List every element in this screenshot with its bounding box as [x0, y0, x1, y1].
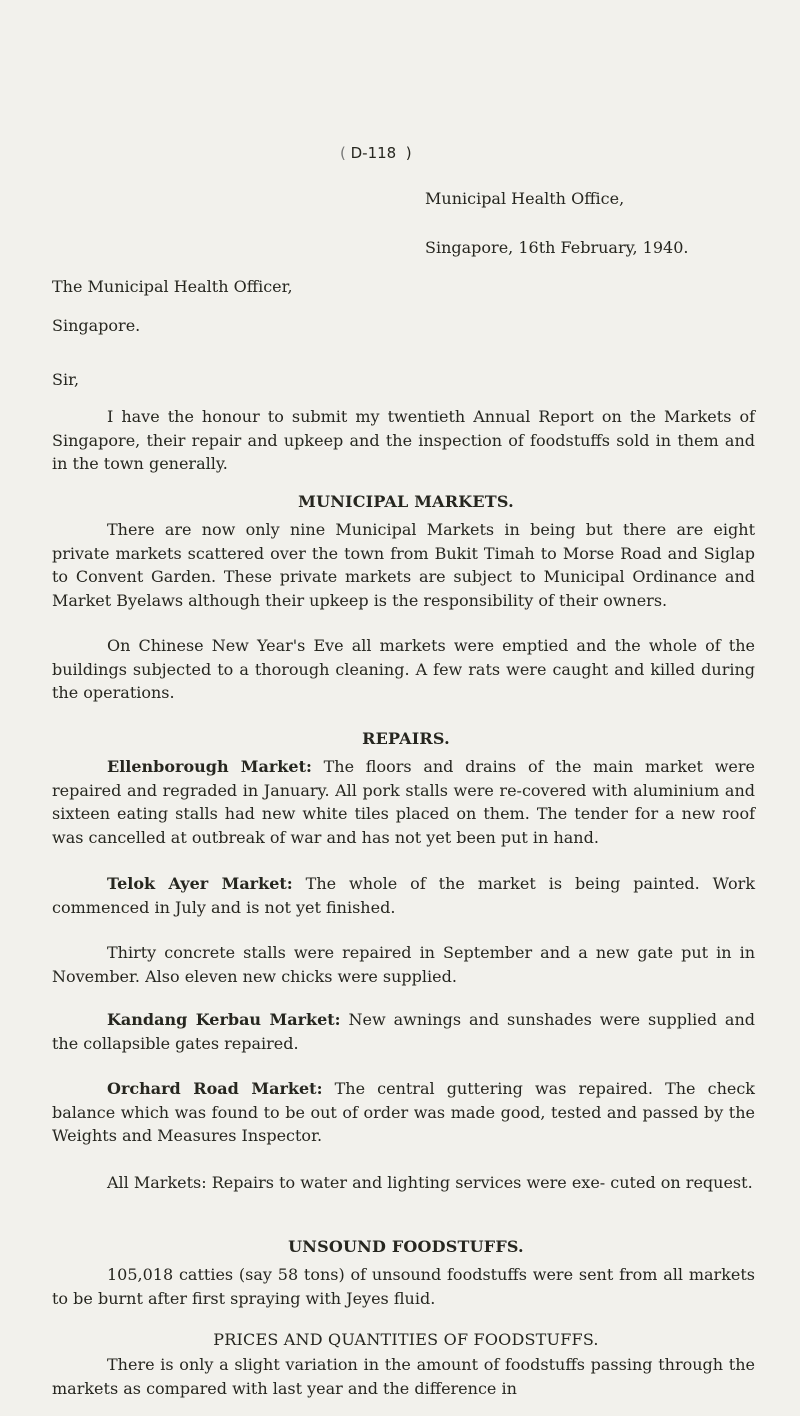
repair-item-lead: Telok Ayer Market:: [107, 874, 293, 893]
municipal-markets-heading: MUNICIPAL MARKETS.: [298, 492, 514, 511]
repair-item-ellenborough: [52, 755, 755, 849]
unsound-foodstuffs-para: 105,018 catties (say 58 tons) of unsound foodstuffs were sent from all markets to be burnt after first spraying with Jeyes fluid.: [52, 1265, 755, 1308]
repair-item-text: Thirty concrete stalls were repaired in September and a new gate put in in November. Also eleven new chicks were supplied.: [52, 943, 755, 986]
page-reference: ( D-118 ): [340, 144, 412, 162]
repair-item-kandang-kerbau: [52, 1008, 755, 1055]
repair-item-telok-ayer: [52, 872, 755, 919]
repair-item-lead: Ellenborough Market:: [107, 757, 312, 776]
repairs-heading: REPAIRS.: [362, 729, 450, 748]
place-date-line: Singapore, 16th February, 1940.: [425, 238, 689, 257]
office-line: Municipal Health Office,: [425, 189, 625, 208]
repair-item-lead: All Markets:: [107, 1173, 207, 1192]
repair-item-all-markets: [52, 1171, 755, 1195]
repair-item-lead: Kandang Kerbau Market:: [107, 1010, 341, 1029]
municipal-markets-para-1: There are now only nine Municipal Markets in being but there are eight private markets scattered over the town from Bukit Timah to Morse Road and Siglap to Convent Garden. These private markets are subject to Municipal Ordinance and Market Byelaws although their upkeep is the responsibility of their owners.: [52, 520, 755, 610]
unsound-foodstuffs-heading: UNSOUND FOODSTUFFS.: [288, 1237, 524, 1256]
intro-paragraph: I have the honour to submit my twentieth Annual Report on the Markets of Singapore, their repair and upkeep and the inspection of foodstuffs sold in them and in the town generally.: [52, 407, 755, 473]
prices-heading: PRICES AND QUANTITIES OF FOODSTUFFS.: [213, 1330, 599, 1349]
repair-item-lead: Orchard Road Market:: [107, 1079, 323, 1098]
repair-item-orchard-road: [52, 1077, 755, 1148]
repair-item-text: New awnings and sunshades were supplied and the collapsible gates repaired.: [52, 1010, 755, 1053]
addressee-line-2: Singapore.: [52, 316, 141, 335]
salutation: Sir,: [52, 370, 80, 389]
repair-item-telok-ayer-cont: [52, 941, 755, 988]
repair-item-text: The central guttering was repaired. The check balance which was found to be out of order was made good, tested and passed by the Weights and Measures Inspector.: [52, 1079, 756, 1145]
repair-item-text: The floors and drains of the main market were repaired and regraded in January. All pork stalls were re-covered with aluminium and sixteen eating stalls had new white tiles placed on them. The tender for a new roof was cancelled at outbreak of war and has not yet been put in hand.: [52, 757, 755, 847]
prices-para: There is only a slight variation in the amount of foodstuffs passing through the markets as compared with last year and the difference in: [52, 1355, 755, 1398]
municipal-markets-para-2: On Chinese New Year's Eve all markets were emptied and the whole of the buildings subjected to a thorough cleaning. A few rats were caught and killed during the operations.: [52, 636, 755, 702]
addressee-line-1: The Municipal Health Officer,: [52, 277, 293, 296]
repair-item-text: The whole of the market is being painted. Work commenced in July and is not yet finished.: [52, 874, 756, 917]
repair-item-text: Repairs to water and lighting services were exe- cuted on request.: [211, 1173, 753, 1192]
